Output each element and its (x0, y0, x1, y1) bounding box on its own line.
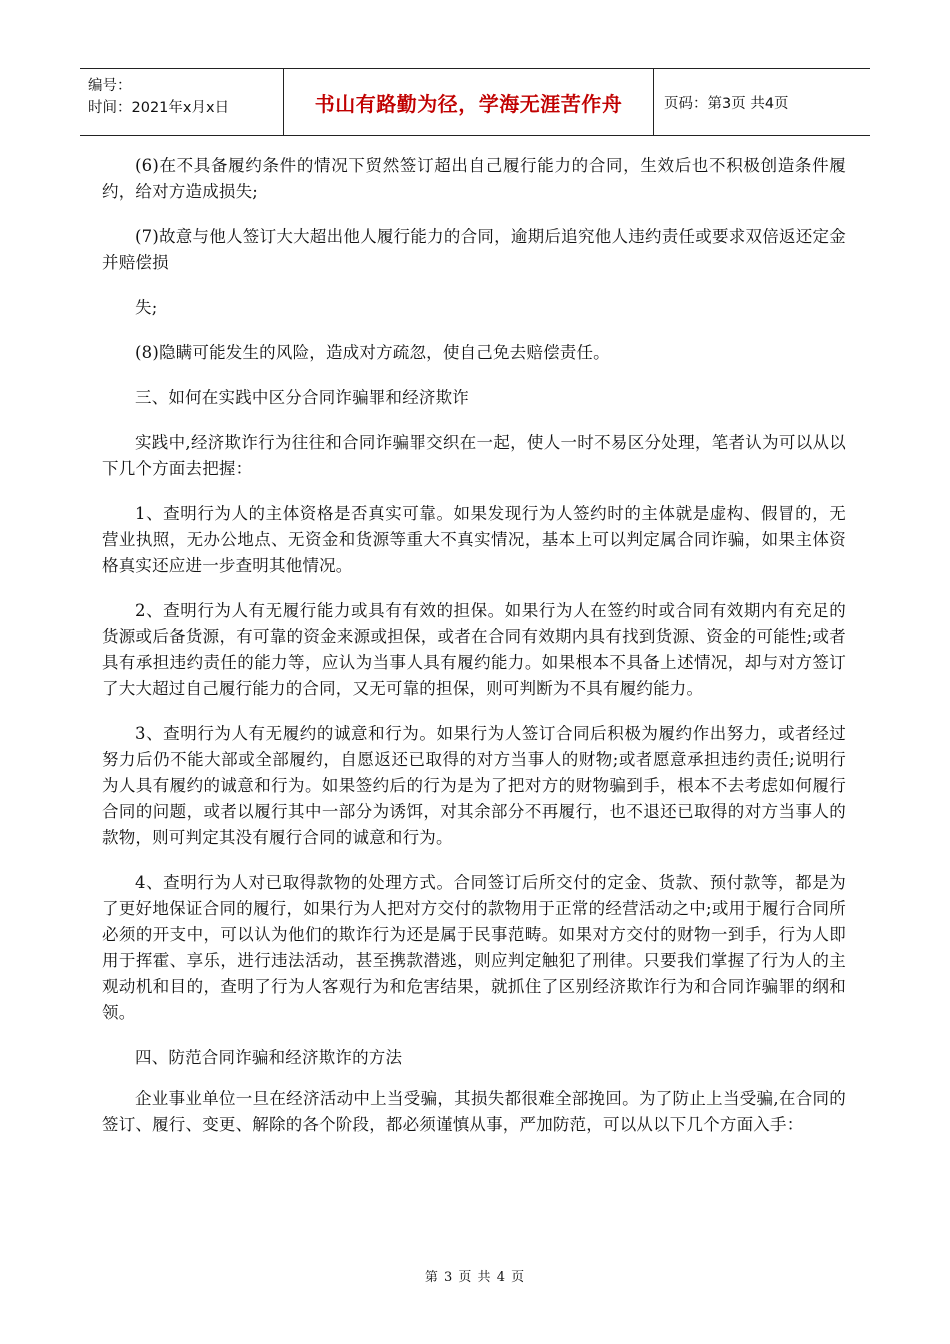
section-heading-3: 三、如何在实践中区分合同诈骗罪和经济欺诈 (135, 388, 469, 407)
paragraph-practice: 实践中,经济欺诈行为往往和合同诈骗罪交织在一起，使人一时不易区分处理，笔者认为可以从以下几个方面去把握： (102, 433, 846, 478)
header-motto: 书山有路勤为径，学海无涯苦作舟 (284, 69, 654, 135)
paragraph-prevention: 企业事业单位一旦在经济活动中上当受骗，其损失都很难全部挽回。为了防止上当受骗,在合同的签订、履行、变更、解除的各个阶段，都必须谨慎从事，严加防范，可以从以下几个方面入手： (102, 1089, 846, 1134)
paragraph-point-4: 4、查明行为人对已取得款物的处理方式。合同签订后所交付的定金、货款、预付款等，都是为了更好地保证合同的履行，如果行为人把对方交付的款物用于正常的经营活动之中;或用于履行合同所必须的开支中，可以认为他们的欺诈行为还是属于民事范畴。如果对方交付的财物一到手，行为人即用于挥霍、享乐，进行违法活动，甚至携款潜逃，则应判定触犯了刑律。只要我们掌握了行为人的主观动机和目的，查明了行为人客观行为和危害结果，就抓住了区别经济欺诈行为和合同诈骗罪的纲和领。 (102, 873, 846, 1022)
document-number: 编号： (88, 78, 132, 94)
page-header (80, 68, 870, 136)
paragraph-item-6: (6)在不具备履约条件的情况下贸然签订超出自己履行能力的合同，生效后也不积极创造条件履约，给对方造成损失; (102, 156, 846, 201)
paragraph-point-2: 2、查明行为人有无履行能力或具有有效的担保。如果行为人在签约时或合同有效期内有充足的货源或后备货源，有可靠的资金来源或担保，或者在合同有效期内具有找到货源、资金的可能性;或者具有承担违约责任的能力等，应认为当事人具有履约能力。如果根本不具备上述情况，却与对方签订了大大超过自己履行能力的合同，又无可靠的担保，则可判断为不具有履约能力。 (102, 601, 846, 698)
paragraph-item-8: (8)隐瞒可能发生的风险，造成对方疏忽，使自己免去赔偿责任。 (135, 343, 610, 362)
paragraph-item-7: (7)故意与他人签订大大超出他人履行能力的合同，逾期后追究他人违约责任或要求双倍返还定金并赔偿损 (102, 227, 846, 272)
section-heading-4: 四、防范合同诈骗和经济欺诈的方法 (135, 1048, 403, 1067)
header-page-number: 页码：第3页 共4页 (664, 95, 789, 112)
document-body (102, 153, 846, 1157)
header-meta (80, 69, 284, 135)
page-footer: 第 3 页 共 4 页 (424, 1270, 526, 1285)
paragraph-point-1: 1、查明行为人的主体资格是否真实可靠。如果发现行为人签约时的主体就是虚构、假冒的，无营业执照，无办公地点、无资金和货源等重大不真实情况，基本上可以判定属合同诈骗，如果主体资格真实还应进一步查明其他情况。 (102, 504, 846, 575)
paragraph-continuation: 失; (135, 298, 158, 317)
paragraph-point-3: 3、查明行为人有无履约的诚意和行为。如果行为人签订合同后积极为履约作出努力，或者经过努力后仍不能大部或全部履约，自愿返还已取得的对方当事人的财物;或者愿意承担违约责任;说明行为人具有履约的诚意和行为。如果签约后的行为是为了把对方的财物骗到手，根本不去考虑如何履行合同的问题，或者以履行其中一部分为诱饵，对其余部分不再履行，也不退还已取得的对方当事人的款物，则可判定其没有履行合同的诚意和行为。 (102, 724, 846, 847)
document-date: 时间：2021年x月x日 (88, 100, 230, 116)
